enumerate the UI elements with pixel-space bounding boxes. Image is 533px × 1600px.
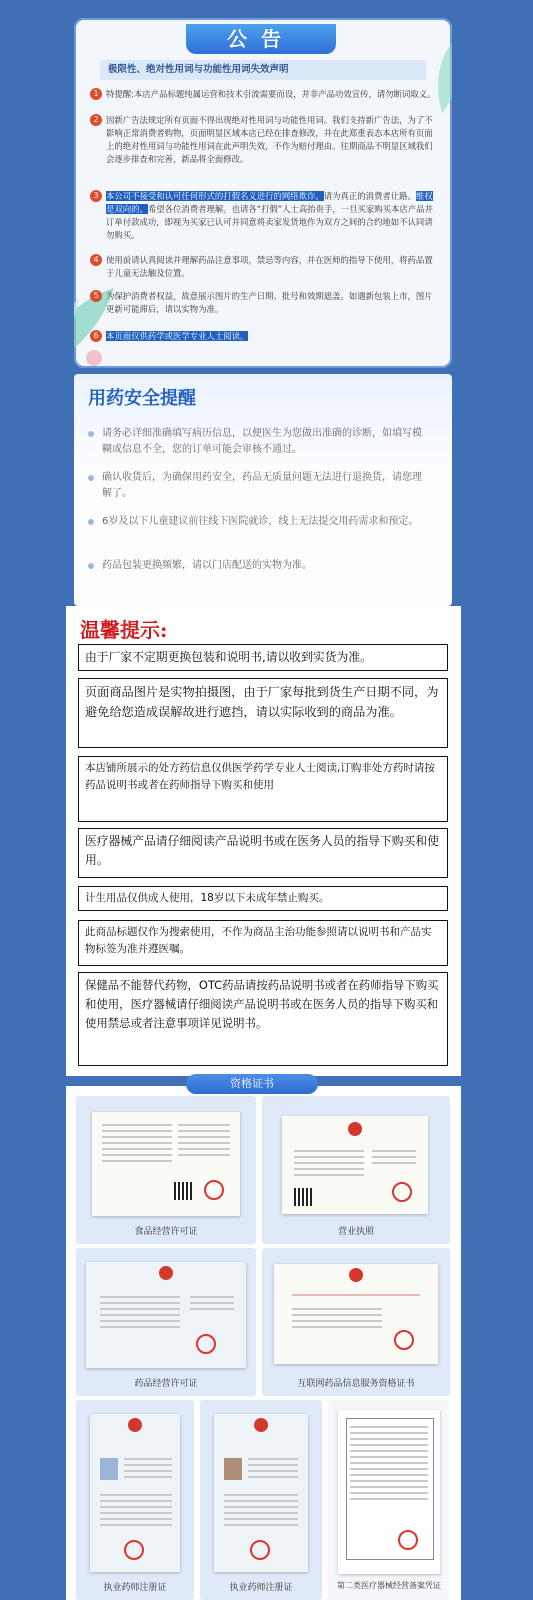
national-emblem-icon bbox=[128, 1418, 142, 1432]
tip-box: 页面商品图片是实物拍摄图，由于厂家每批到货生产日期不同，为避免给您造成误解故进行遮挡，请以实际收到的商品为准。 bbox=[78, 678, 448, 748]
number-badge: 5 bbox=[90, 290, 102, 302]
notice-item bbox=[90, 114, 436, 166]
tips-title: 温馨提示: bbox=[80, 618, 168, 642]
certificate-image bbox=[86, 1262, 246, 1368]
red-seal-icon bbox=[124, 1540, 144, 1560]
tip-box: 由于厂家不定期更换包装和说明书,请以收到实货为准。 bbox=[78, 644, 448, 671]
safety-title: 用药安全提醒 bbox=[88, 388, 196, 409]
safety-item-text: 请务必详细准确填写病历信息，以便医生为您做出准确的诊断，如填写模糊或信息不全，您的订单可能会审核不通过。 bbox=[102, 428, 422, 455]
notice-item bbox=[90, 190, 436, 242]
red-seal-icon bbox=[204, 1180, 224, 1200]
safety-item-text: 药品包装更换频繁，请以门店配送的实物为准。 bbox=[102, 560, 312, 571]
bullet-icon bbox=[88, 475, 94, 481]
notice-text-part: 请为真正的消费者让路。 bbox=[323, 191, 416, 201]
number-badge: 6 bbox=[90, 330, 102, 342]
notice-item bbox=[90, 290, 436, 316]
cert-caption: 食品经营许可证 bbox=[134, 1227, 198, 1237]
notice-item bbox=[90, 254, 436, 280]
cert-medical-device[interactable] bbox=[328, 1400, 450, 1600]
bullet-icon bbox=[88, 431, 94, 437]
tip-box: 计生用品仅供成人使用，18岁以下未成年禁止购买。 bbox=[78, 886, 448, 911]
tip-box: 医疗器械产品请仔细阅读产品说明书或在医务人员的指导下购买和使用。 bbox=[78, 828, 448, 878]
cert-food-license[interactable] bbox=[76, 1096, 256, 1244]
safety-item bbox=[88, 470, 428, 502]
notice-item-text: 特提醒:本店产品标题纯属运营和技术引流需要而设，并非产品功效宣传，请勿断词取义。 bbox=[106, 89, 436, 99]
safety-item-text: 确认收货后，为确保用药安全，药品无质量问题无法进行退换货，请您理解了。 bbox=[102, 472, 422, 499]
cert-caption: 互联网药品信息服务资格证书 bbox=[297, 1379, 415, 1389]
number-badge: 3 bbox=[90, 190, 102, 202]
red-seal-icon bbox=[250, 1540, 270, 1560]
tip-box: 保健品不能替代药物，OTC药品请按药品说明书或者在药师指导下购买和使用，医疗器械请仔细阅读产品说明书或在医务人员的指导下购买和使用禁忌或者注意事项详见说明书。 bbox=[78, 972, 448, 1066]
photo-icon bbox=[224, 1458, 242, 1480]
red-seal-icon bbox=[196, 1334, 216, 1354]
notice-item-text bbox=[106, 190, 436, 242]
notice-item-text: 使用前请认真阅读并理解药品注意事项，禁忌等内容，并在医师的指导下使用，将药品置于儿童无法触及位置。 bbox=[106, 255, 433, 278]
certificate-image bbox=[282, 1116, 428, 1214]
qr-code-icon bbox=[294, 1188, 312, 1206]
highlight-text: 维权是双向的。 bbox=[106, 191, 433, 214]
announcement-card bbox=[74, 18, 452, 368]
safety-card bbox=[74, 374, 452, 606]
cert-drug-license[interactable] bbox=[76, 1248, 256, 1396]
cert-caption: 药品经营许可证 bbox=[134, 1379, 198, 1389]
certificate-image bbox=[274, 1264, 438, 1364]
cert-caption: 执业药师注册证 bbox=[103, 1583, 167, 1593]
notice-item bbox=[90, 330, 436, 343]
cert-caption: 营业执照 bbox=[337, 1227, 374, 1237]
tip-box: 此商品标题仅作为搜索使用，不作为商品主治功能参照请以说明书和产品实物标签为准并遵医嘱。 bbox=[78, 920, 448, 966]
safety-item-text: 6岁及以下儿童建议前往线下医院就诊，线上无法提交用药需求和预定。 bbox=[102, 516, 419, 527]
national-emblem-icon bbox=[159, 1266, 173, 1280]
national-emblem-icon bbox=[349, 1268, 363, 1282]
qr-code-icon bbox=[174, 1182, 192, 1200]
tips-section bbox=[66, 606, 461, 1076]
cert-pharmacist-1[interactable] bbox=[76, 1400, 194, 1600]
red-seal-icon bbox=[398, 1530, 418, 1550]
notice-title: 公告 bbox=[186, 24, 336, 54]
notice-item-text: 为保护消费者权益，故意展示图片的生产日期、批号和效期遮盖。如遇新包装上市，图片更新可能滞后，请以实物为准。 bbox=[106, 291, 433, 314]
safety-item bbox=[88, 558, 428, 574]
photo-icon bbox=[100, 1458, 118, 1480]
cert-internet-drug-info[interactable] bbox=[262, 1248, 450, 1396]
certificates-section bbox=[66, 1086, 461, 1600]
safety-item bbox=[88, 514, 428, 530]
notice-item-text: 因新广告法规定所有页面不得出现绝对性用词与功能性用词。我们支持新广告法，为了不影响正常消费者购物，页面明显区域本店已经在排查修改，并在此郑重表态本店所有页面上的绝对性用词与功能性用词在此声明失效，不作为赔付理由。往期商品不明显区域我们会逐步排查和完善，新品将全面修改。 bbox=[106, 115, 433, 164]
certificates-banner: 资格证书 bbox=[186, 1074, 318, 1094]
notice-item bbox=[90, 88, 436, 101]
number-badge: 2 bbox=[90, 114, 102, 126]
safety-item bbox=[88, 426, 428, 458]
bullet-icon bbox=[88, 519, 94, 525]
cert-business-license[interactable] bbox=[262, 1096, 450, 1244]
red-seal-icon bbox=[392, 1182, 412, 1202]
highlight-text: 本公司不接受和认可任何形式的打假名义进行的网络欺诈。 bbox=[106, 191, 324, 201]
notice-subtitle: 极限性、绝对性用词与功能性用词失效声明 bbox=[100, 60, 426, 80]
red-seal-icon bbox=[394, 1330, 414, 1350]
certificate-image bbox=[90, 1414, 180, 1572]
notice-text-part: 希望各位消费者理解。也请各“打假”人士高抬贵手，一旦买家购买本店产品并订单付款成功，即视为买家已认可并同意将卖家发货地作为双方之间的合约地如不认同请勿购买。 bbox=[106, 204, 433, 240]
number-badge: 1 bbox=[90, 88, 102, 100]
cert-pharmacist-2[interactable] bbox=[200, 1400, 322, 1600]
national-emblem-icon bbox=[254, 1418, 268, 1432]
cert-caption: 执业药师注册证 bbox=[229, 1583, 293, 1593]
cert-caption: 第二类医疗器械经营备案凭证 bbox=[337, 1581, 441, 1590]
certificate-image bbox=[92, 1112, 240, 1216]
number-badge: 4 bbox=[90, 254, 102, 266]
national-emblem-icon bbox=[348, 1122, 362, 1136]
certificate-image bbox=[338, 1410, 440, 1574]
certificate-image bbox=[214, 1414, 308, 1572]
tip-box: 本店铺所展示的处方药信息仅供医学药学专业人士阅读,订购非处方药时请按药品说明书或者在药师指导下购买和使用 bbox=[78, 756, 448, 822]
highlight-text: 本页面仅供药学或医学专业人士阅读。 bbox=[106, 331, 249, 341]
bullet-icon bbox=[88, 563, 94, 569]
